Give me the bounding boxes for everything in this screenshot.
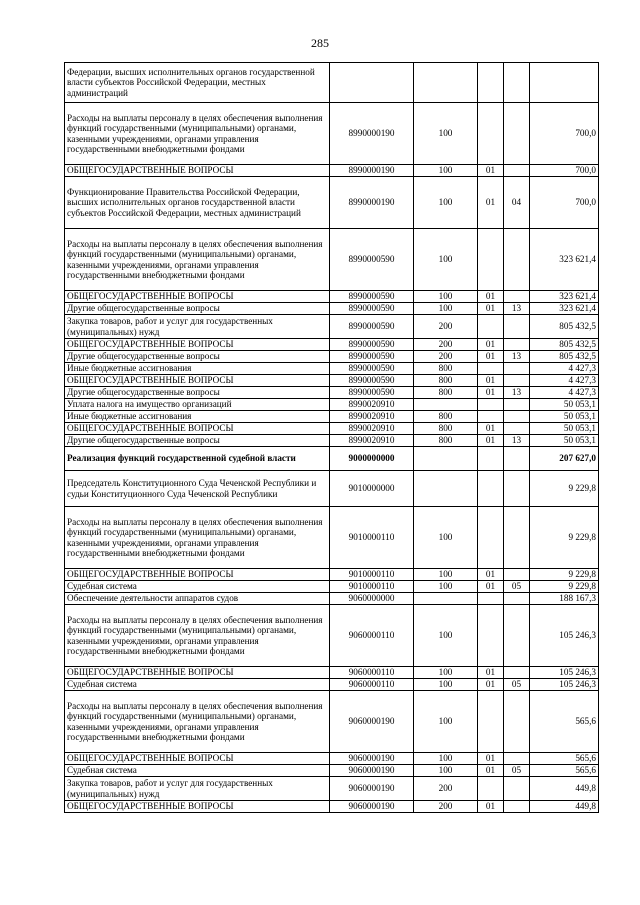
row-name-cell: Закупка товаров, работ и услуг для государственных (муниципальных) нужд <box>65 777 330 801</box>
table-row <box>65 507 599 569</box>
csr-code-cell: 9060000110 <box>330 605 414 667</box>
row-name-cell: Расходы на выплаты персоналу в целях обеспечения выполнения функций государственными (муниципальными) органами, казенными учреждениями, органами управления государственными внебюджетными фондами <box>65 691 330 753</box>
expense-type-cell: 100 <box>414 691 478 753</box>
table-row <box>65 569 599 581</box>
subsection-cell <box>504 605 530 667</box>
csr-code-cell: 8990000190 <box>330 177 414 229</box>
table-row <box>65 691 599 753</box>
expense-type-cell: 800 <box>414 411 478 423</box>
subsection-cell <box>504 753 530 765</box>
row-name-cell: Другие общегосударственные вопросы <box>65 387 330 399</box>
table-row <box>65 315 599 339</box>
section-cell: 01 <box>478 569 504 581</box>
section-cell <box>478 777 504 801</box>
subsection-cell <box>504 375 530 387</box>
csr-code-cell: 9010000110 <box>330 569 414 581</box>
expense-type-cell <box>414 593 478 605</box>
expense-type-cell <box>414 399 478 411</box>
section-cell: 01 <box>478 339 504 351</box>
amount-cell: 4 427,3 <box>530 363 599 375</box>
table-row <box>65 291 599 303</box>
table-row <box>65 581 599 593</box>
row-name-cell: ОБЩЕГОСУДАРСТВЕННЫЕ ВОПРОСЫ <box>65 753 330 765</box>
subsection-cell: 04 <box>504 177 530 229</box>
csr-code-cell: 9010000110 <box>330 507 414 569</box>
section-cell: 01 <box>478 581 504 593</box>
csr-code-cell: 8990020910 <box>330 399 414 411</box>
subsection-cell <box>504 103 530 165</box>
subsection-cell <box>504 471 530 507</box>
csr-code-cell: 9010000000 <box>330 471 414 507</box>
table-row <box>65 753 599 765</box>
table-row <box>65 447 599 471</box>
amount-cell: 105 246,3 <box>530 667 599 679</box>
section-cell: 01 <box>478 291 504 303</box>
amount-cell: 565,6 <box>530 691 599 753</box>
amount-cell: 50 053,1 <box>530 411 599 423</box>
section-cell <box>478 507 504 569</box>
expense-type-cell <box>414 447 478 471</box>
csr-code-cell: 9060000190 <box>330 801 414 813</box>
amount-cell: 323 621,4 <box>530 291 599 303</box>
section-cell: 01 <box>478 177 504 229</box>
subsection-cell: 05 <box>504 581 530 593</box>
table-row <box>65 605 599 667</box>
row-name-cell: Другие общегосударственные вопросы <box>65 303 330 315</box>
amount-cell: 700,0 <box>530 177 599 229</box>
amount-cell: 9 229,8 <box>530 471 599 507</box>
csr-code-cell: 9060000110 <box>330 667 414 679</box>
amount-cell: 565,6 <box>530 753 599 765</box>
table-row <box>65 363 599 375</box>
section-cell: 01 <box>478 375 504 387</box>
csr-code-cell: 8990000590 <box>330 315 414 339</box>
section-cell <box>478 363 504 375</box>
csr-code-cell: 8990000590 <box>330 229 414 291</box>
section-cell: 01 <box>478 387 504 399</box>
table-row <box>65 387 599 399</box>
row-name-cell: Уплата налога на имущество организаций <box>65 399 330 411</box>
row-name-cell: ОБЩЕГОСУДАРСТВЕННЫЕ ВОПРОСЫ <box>65 291 330 303</box>
csr-code-cell: 9060000190 <box>330 691 414 753</box>
table-row <box>65 103 599 165</box>
expense-type-cell: 100 <box>414 291 478 303</box>
table-row <box>65 165 599 177</box>
csr-code-cell: 8990020910 <box>330 423 414 435</box>
subsection-cell: 05 <box>504 679 530 691</box>
amount-cell: 105 246,3 <box>530 605 599 667</box>
table-row <box>65 801 599 813</box>
csr-code-cell: 8990000590 <box>330 375 414 387</box>
section-cell <box>478 447 504 471</box>
csr-code-cell: 8990000590 <box>330 291 414 303</box>
expense-type-cell: 200 <box>414 351 478 363</box>
expense-type-cell: 100 <box>414 103 478 165</box>
amount-cell: 805 432,5 <box>530 351 599 363</box>
table-row <box>65 303 599 315</box>
csr-code-cell: 9000000000 <box>330 447 414 471</box>
amount-cell: 9 229,8 <box>530 581 599 593</box>
section-cell: 01 <box>478 667 504 679</box>
csr-code-cell: 8990000590 <box>330 303 414 315</box>
expense-type-cell: 800 <box>414 435 478 447</box>
csr-code-cell: 9060000190 <box>330 765 414 777</box>
section-cell <box>478 399 504 411</box>
row-name-cell: Расходы на выплаты персоналу в целях обеспечения выполнения функций государственными (муниципальными) органами, казенными учреждениями, органами управления государственными внебюджетными фондами <box>65 605 330 667</box>
subsection-cell <box>504 315 530 339</box>
expense-type-cell: 200 <box>414 777 478 801</box>
table-row <box>65 63 599 103</box>
row-name-cell: Расходы на выплаты персоналу в целях обеспечения выполнения функций государственными (муниципальными) органами, казенными учреждениями, органами управления государственными внебюджетными фондами <box>65 103 330 165</box>
row-name-cell: Судебная система <box>65 679 330 691</box>
section-cell: 01 <box>478 679 504 691</box>
csr-code-cell <box>330 63 414 103</box>
amount-cell: 4 427,3 <box>530 387 599 399</box>
row-name-cell: ОБЩЕГОСУДАРСТВЕННЫЕ ВОПРОСЫ <box>65 667 330 679</box>
table-row <box>65 471 599 507</box>
subsection-cell <box>504 801 530 813</box>
amount-cell: 323 621,4 <box>530 303 599 315</box>
amount-cell: 700,0 <box>530 165 599 177</box>
row-name-cell: Судебная система <box>65 581 330 593</box>
section-cell: 01 <box>478 435 504 447</box>
csr-code-cell: 9060000110 <box>330 679 414 691</box>
table-row <box>65 375 599 387</box>
expense-type-cell: 800 <box>414 375 478 387</box>
row-name-cell: Иные бюджетные ассигнования <box>65 411 330 423</box>
row-name-cell: Другие общегосударственные вопросы <box>65 435 330 447</box>
table-row <box>65 229 599 291</box>
row-name-cell: ОБЩЕГОСУДАРСТВЕННЫЕ ВОПРОСЫ <box>65 375 330 387</box>
expense-type-cell: 100 <box>414 507 478 569</box>
subsection-cell: 05 <box>504 765 530 777</box>
table-row <box>65 177 599 229</box>
expense-type-cell: 100 <box>414 679 478 691</box>
expense-type-cell: 100 <box>414 569 478 581</box>
section-cell: 01 <box>478 765 504 777</box>
section-cell <box>478 605 504 667</box>
amount-cell: 50 053,1 <box>530 435 599 447</box>
csr-code-cell: 8990000590 <box>330 351 414 363</box>
table-row <box>65 351 599 363</box>
row-name-cell: Реализация функций государственной судебной власти <box>65 447 330 471</box>
amount-cell <box>530 63 599 103</box>
section-cell <box>478 411 504 423</box>
budget-table-body <box>65 63 599 813</box>
amount-cell: 700,0 <box>530 103 599 165</box>
expense-type-cell: 100 <box>414 667 478 679</box>
csr-code-cell: 8990020910 <box>330 435 414 447</box>
expense-type-cell: 100 <box>414 605 478 667</box>
table-row <box>65 411 599 423</box>
amount-cell: 449,8 <box>530 801 599 813</box>
table-row <box>65 399 599 411</box>
row-name-cell: Судебная система <box>65 765 330 777</box>
table-row <box>65 339 599 351</box>
subsection-cell <box>504 399 530 411</box>
expense-type-cell: 200 <box>414 801 478 813</box>
section-cell: 01 <box>478 801 504 813</box>
row-name-cell: Председатель Конституционного Суда Чеченской Республики и судьи Конституционного Суда Чеченской Республики <box>65 471 330 507</box>
amount-cell: 50 053,1 <box>530 399 599 411</box>
section-cell <box>478 63 504 103</box>
amount-cell: 565,6 <box>530 765 599 777</box>
subsection-cell <box>504 691 530 753</box>
row-name-cell: Расходы на выплаты персоналу в целях обеспечения выполнения функций государственными (муниципальными) органами, казенными учреждениями, органами управления государственными внебюджетными фондами <box>65 229 330 291</box>
csr-code-cell: 9060000190 <box>330 777 414 801</box>
section-cell: 01 <box>478 165 504 177</box>
row-name-cell: Обеспечение деятельности аппаратов судов <box>65 593 330 605</box>
section-cell <box>478 103 504 165</box>
row-name-cell: Иные бюджетные ассигнования <box>65 363 330 375</box>
row-name-cell: Федерации, высших исполнительных органов государственной власти субъектов Российской Федерации, местных администраций <box>65 63 330 103</box>
subsection-cell <box>504 229 530 291</box>
amount-cell: 50 053,1 <box>530 423 599 435</box>
subsection-cell <box>504 423 530 435</box>
amount-cell: 105 246,3 <box>530 679 599 691</box>
amount-cell: 323 621,4 <box>530 229 599 291</box>
row-name-cell: ОБЩЕГОСУДАРСТВЕННЫЕ ВОПРОСЫ <box>65 165 330 177</box>
expense-type-cell: 800 <box>414 423 478 435</box>
amount-cell: 805 432,5 <box>530 339 599 351</box>
csr-code-cell: 9010000110 <box>330 581 414 593</box>
expense-type-cell: 100 <box>414 165 478 177</box>
section-cell: 01 <box>478 351 504 363</box>
table-row <box>65 435 599 447</box>
amount-cell: 9 229,8 <box>530 507 599 569</box>
section-cell <box>478 229 504 291</box>
amount-cell: 449,8 <box>530 777 599 801</box>
row-name-cell: ОБЩЕГОСУДАРСТВЕННЫЕ ВОПРОСЫ <box>65 339 330 351</box>
subsection-cell <box>504 667 530 679</box>
expense-type-cell: 800 <box>414 363 478 375</box>
expense-type-cell: 100 <box>414 753 478 765</box>
expense-type-cell: 100 <box>414 765 478 777</box>
subsection-cell <box>504 165 530 177</box>
expense-type-cell: 800 <box>414 387 478 399</box>
budget-table <box>64 62 599 813</box>
expense-type-cell <box>414 63 478 103</box>
expense-type-cell: 100 <box>414 303 478 315</box>
amount-cell: 207 627,0 <box>530 447 599 471</box>
expense-type-cell: 100 <box>414 229 478 291</box>
section-cell: 01 <box>478 753 504 765</box>
csr-code-cell: 8990000190 <box>330 103 414 165</box>
table-row <box>65 777 599 801</box>
subsection-cell <box>504 63 530 103</box>
csr-code-cell: 9060000000 <box>330 593 414 605</box>
table-row <box>65 423 599 435</box>
csr-code-cell: 8990000190 <box>330 165 414 177</box>
subsection-cell: 13 <box>504 387 530 399</box>
csr-code-cell: 8990000590 <box>330 387 414 399</box>
amount-cell: 9 229,8 <box>530 569 599 581</box>
table-row <box>65 667 599 679</box>
row-name-cell: Функционирование Правительства Российской Федерации, высших исполнительных органов государственной власти субъектов Российской Федерации, местных администраций <box>65 177 330 229</box>
subsection-cell <box>504 593 530 605</box>
row-name-cell: ОБЩЕГОСУДАРСТВЕННЫЕ ВОПРОСЫ <box>65 801 330 813</box>
csr-code-cell: 8990000590 <box>330 339 414 351</box>
section-cell <box>478 471 504 507</box>
csr-code-cell: 9060000190 <box>330 753 414 765</box>
row-name-cell: Закупка товаров, работ и услуг для государственных (муниципальных) нужд <box>65 315 330 339</box>
expense-type-cell: 100 <box>414 177 478 229</box>
row-name-cell: Другие общегосударственные вопросы <box>65 351 330 363</box>
section-cell <box>478 315 504 339</box>
subsection-cell <box>504 569 530 581</box>
amount-cell: 4 427,3 <box>530 375 599 387</box>
section-cell: 01 <box>478 303 504 315</box>
row-name-cell: ОБЩЕГОСУДАРСТВЕННЫЕ ВОПРОСЫ <box>65 423 330 435</box>
subsection-cell <box>504 507 530 569</box>
expense-type-cell: 200 <box>414 315 478 339</box>
table-row <box>65 593 599 605</box>
section-cell: 01 <box>478 423 504 435</box>
subsection-cell <box>504 291 530 303</box>
page-number: 285 <box>311 36 329 50</box>
subsection-cell: 13 <box>504 435 530 447</box>
subsection-cell <box>504 339 530 351</box>
csr-code-cell: 8990020910 <box>330 411 414 423</box>
subsection-cell: 13 <box>504 351 530 363</box>
row-name-cell: ОБЩЕГОСУДАРСТВЕННЫЕ ВОПРОСЫ <box>65 569 330 581</box>
expense-type-cell: 200 <box>414 339 478 351</box>
table-row <box>65 679 599 691</box>
subsection-cell <box>504 411 530 423</box>
amount-cell: 805 432,5 <box>530 315 599 339</box>
subsection-cell <box>504 447 530 471</box>
subsection-cell: 13 <box>504 303 530 315</box>
amount-cell: 188 167,3 <box>530 593 599 605</box>
subsection-cell <box>504 777 530 801</box>
row-name-cell: Расходы на выплаты персоналу в целях обеспечения выполнения функций государственными (муниципальными) органами, казенными учреждениями, органами управления государственными внебюджетными фондами <box>65 507 330 569</box>
subsection-cell <box>504 363 530 375</box>
csr-code-cell: 8990000590 <box>330 363 414 375</box>
section-cell <box>478 593 504 605</box>
expense-type-cell <box>414 471 478 507</box>
table-row <box>65 765 599 777</box>
expense-type-cell: 100 <box>414 581 478 593</box>
section-cell <box>478 691 504 753</box>
